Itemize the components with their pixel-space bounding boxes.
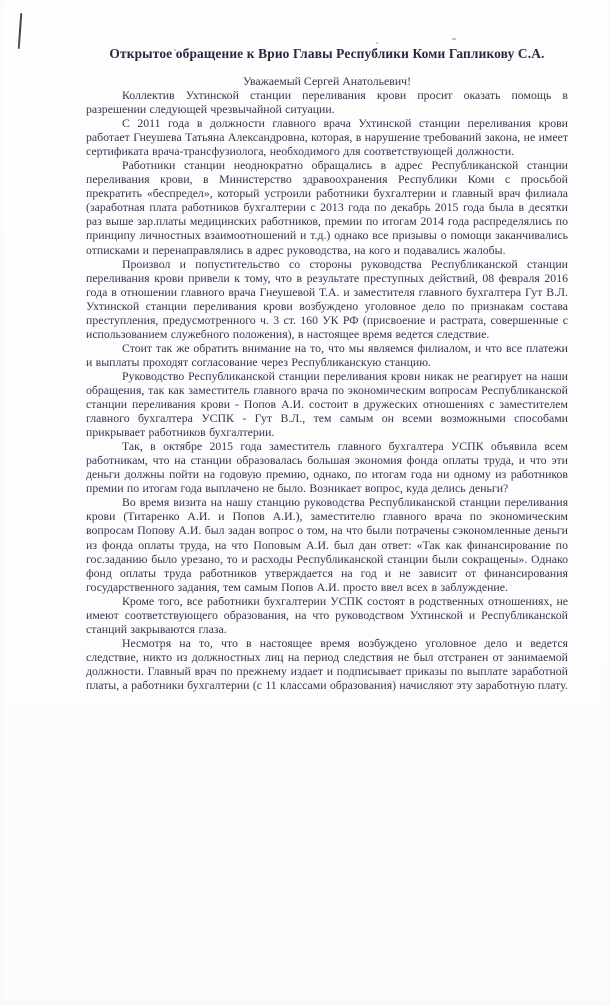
paragraph-7: Так, в октябре 2015 года заместитель главного бухгалтера УСПК объявила всем работникам, что на станции образовалась большая экономия фонда оплаты труда, и что эти деньги должны пойти на годовую премию, однако, по итогам года ни одному из работников премии по итогам года выплачено не было. Возникает вопрос, куда делись деньги? bbox=[86, 439, 568, 496]
document-body bbox=[86, 46, 568, 692]
document-title: Открытое обращение к Врио Главы Республики Коми Гапликову С.А. bbox=[109, 46, 545, 61]
paragraph-6: Руководство Республиканской станции переливания крови никак не реагирует на наши обращения, так как заместитель главного врача по экономическим вопросам Республиканской станции переливания крови - Попов А.И. состоит в дружеских отношениях с заместителем главного бухгалтера УСПК - Гут В.Л., тем самым он всеми возможными способами прикрывает работников бухгалтерии. bbox=[86, 368, 568, 440]
paragraph-10: Несмотря на то, что в настоящее время возбуждено уголовное дело и ведется следствие, никто из должностных лиц на период следствия не был отстранен от занимаемой должности. Главный врач по прежнему издает и подписывает приказы по выплате заработной платы, а работники бухгалтерии (с 11 классами образования) начисляют эту заработную плату. bbox=[86, 635, 568, 692]
paragraph-5: Стоит так же обратить внимание на то, что мы являемся филиалом, и что все платежи и выплаты проходят согласование через Республиканскую станцию. bbox=[86, 340, 568, 369]
paragraph-4: Произвол и попустительство со стороны руководства Республиканской станции переливания крови привели к тому, что в результате преступных действий, 08 февраля 2016 года в отношении главного врача Гнеушевой Т.А. и заместителя главного бухгалтера Гут В.Л. Ухтинской станции переливания крови возбуждено уголовное дело по признакам состава преступления, предусмотренного ч. 3 ст. 160 УК РФ (присвоение и растрата, совершенные с использованием служебного положения), в настоящее время ведется следствие. bbox=[86, 256, 568, 341]
paragraph-3: Работники станции неоднократно обращались в адрес Республиканской станции переливания крови, в Министерство здравоохранения Республики Коми с просьбой прекратить «беспредел», который устроили работники бухгалтерии и главный врач филиала (заработная плата работников бухгалтерии с 2013 года по декабрь 2015 года была в десятки раз выше зар.платы медицинских работников, премии по итогам 2014 года распределялись по принципу личностных взаимоотношений и т.д.) однако все призывы о помощи заканчивались отписками и перенаправлялись в адрес руководства, на кого и подавались жалобы. bbox=[86, 158, 568, 257]
paragraph-2: С 2011 года в должности главного врача Ухтинской станции переливания крови работает Гнеушева Татьяна Александровна, которая, в нарушение требований закона, не имеет сертификата врача-трансфузиолога, необходимого для соответствующей должности. bbox=[86, 116, 568, 159]
pen-stroke-artifact bbox=[18, 13, 23, 49]
scan-speck bbox=[376, 42, 378, 44]
salutation-line: Уважаемый Сергей Анатольевич! bbox=[242, 74, 412, 88]
scan-speck bbox=[452, 38, 456, 40]
paragraph-8: Во время визита на нашу станцию руководства Республиканской станции переливания крови (Титаренко А.И. и Попов А.И.), заместителю главного врача по экономическим вопросам Попову А.И. был задан вопрос о том, на что были потрачены сэкономленные деньги из фонда оплаты труда, на что Поповым А.И. был дан ответ: «Так как финансирование по гос.заданию было урезано, то и расходы Республиканской станции были сокращены». Однако фонд оплаты труда работников утверждается на год и не зависит от финансирования государственного задания, тем самым Попов А.И. просто ввел всех в заблуждение. bbox=[86, 495, 568, 594]
paragraph-1: Коллектив Ухтинской станции переливания крови просит оказать помощь в разрешении следующей чрезвычайной ситуации. bbox=[86, 88, 568, 117]
paragraph-9: Кроме того, все работники бухгалтерии УСПК состоят в родственных отношениях, не имеют соответствующего образования, на что руководством Ухтинской и Республиканской станций закрываются глаза. bbox=[86, 593, 568, 636]
